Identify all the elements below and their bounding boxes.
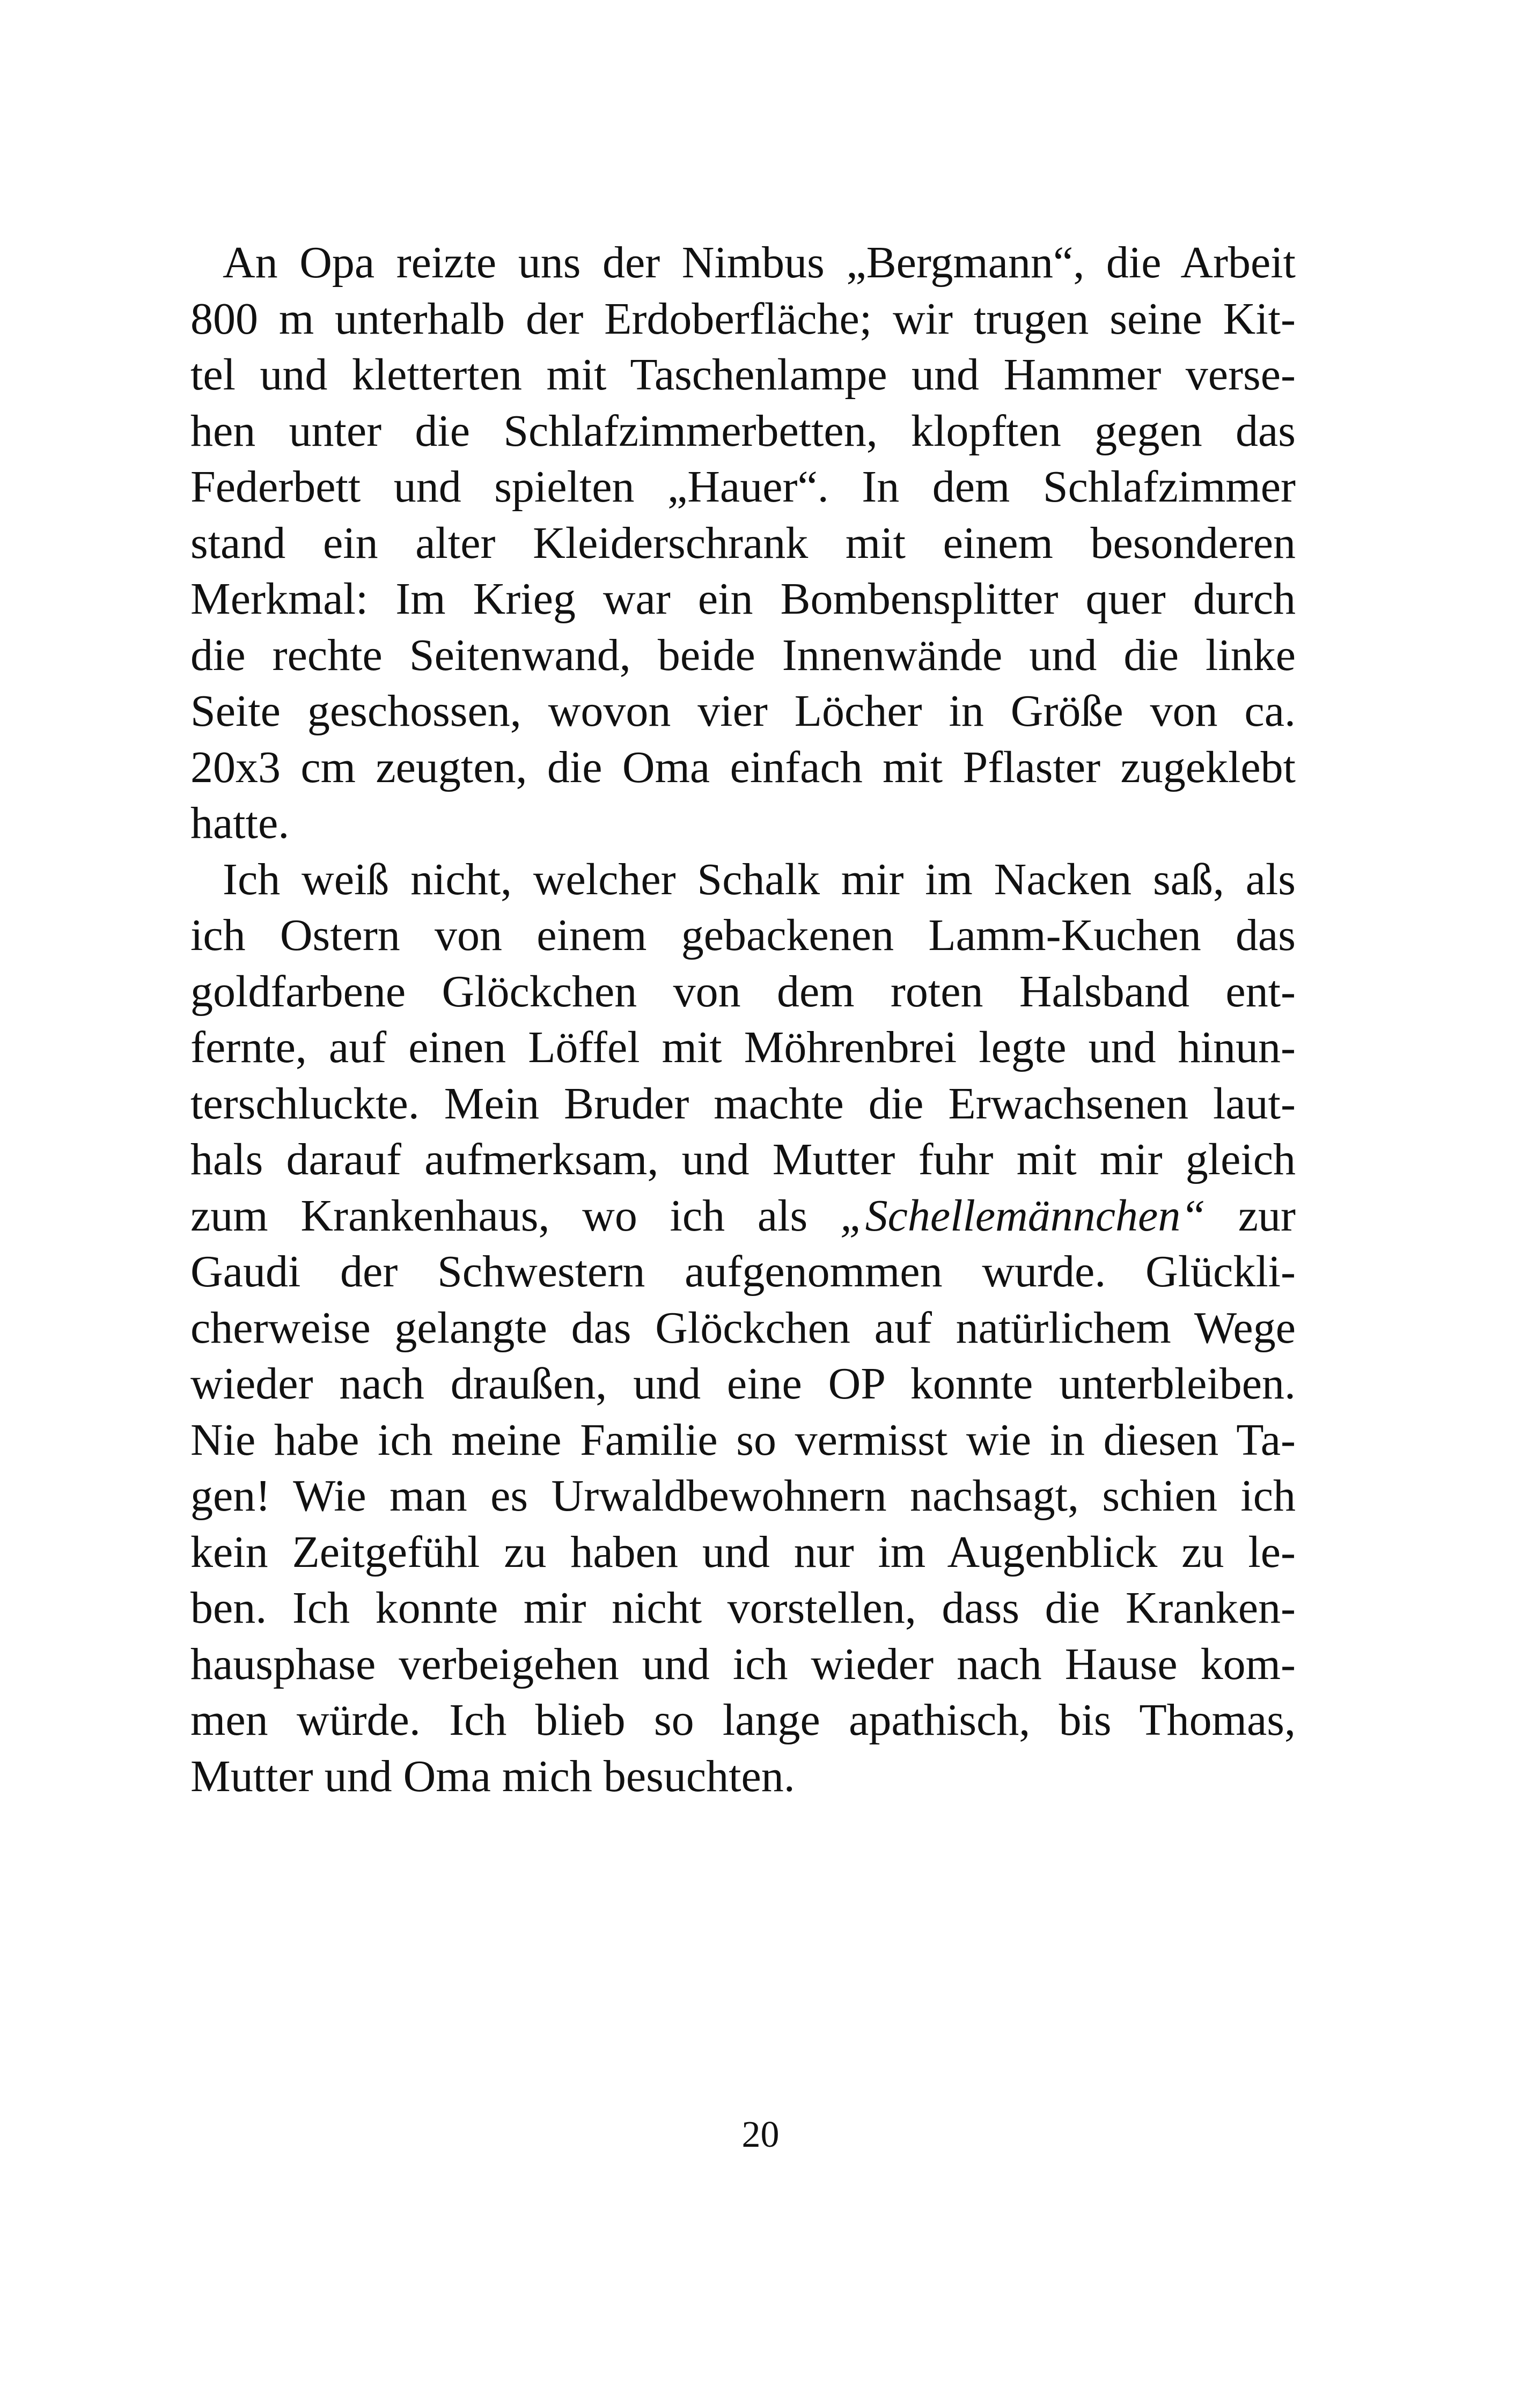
text-line: hausphase verbeigehen und ich wieder nach Hause kom- <box>190 1639 1296 1689</box>
text-line: hen unter die Schlafzimmerbetten, klopften gegen das <box>190 406 1296 456</box>
text-line: cherweise gelangte das Glöckchen auf natürlichem Wege <box>190 1302 1296 1353</box>
text-line: kein Zeitgefühl zu haben und nur im Augenblick zu le- <box>190 1527 1296 1577</box>
text-line: 800 m unterhalb der Erdoberfläche; wir trugen seine Kit- <box>190 293 1296 344</box>
text-segment: zum Krankenhaus, wo ich als <box>190 1190 840 1241</box>
text-line: ich Ostern von einem gebackenen Lamm-Kuchen das <box>190 910 1296 960</box>
text-line: An Opa reizte uns der Nimbus „Bergmann“, die Arbeit <box>223 238 1296 288</box>
text-line: Merkmal: Im Krieg war ein Bombensplitter quer durch <box>190 574 1296 624</box>
text-line: Nie habe ich meine Familie so vermisst wie in diesen Ta- <box>190 1415 1296 1465</box>
text-line: stand ein alter Kleiderschrank mit einem besonderen <box>190 518 1296 568</box>
text-line: goldfarbene Glöckchen von dem roten Halsband ent- <box>190 966 1296 1017</box>
text-line: fernte, auf einen Löffel mit Möhrenbrei legte und hinun- <box>190 1022 1296 1072</box>
text-line: Federbett und spielten „Hauer“. In dem Schlafzimmer <box>190 462 1296 512</box>
text-line: 20x3 cm zeugten, die Oma einfach mit Pflaster zugeklebt <box>190 742 1296 792</box>
text-line: terschluckte. Mein Bruder machte die Erwachsenen laut- <box>190 1078 1296 1129</box>
text-line <box>190 1188 1296 1244</box>
text-line: Seite geschossen, wovon vier Löcher in Größe von ca. <box>190 686 1296 736</box>
page-number: 20 <box>741 2114 780 2155</box>
text-line: tel und kletterten mit Taschenlampe und Hammer verse- <box>190 350 1296 400</box>
text-line: Gaudi der Schwestern aufgenommen wurde. Glückli- <box>190 1247 1296 1297</box>
text-line: hatte. <box>190 798 290 848</box>
text-line: Ich weiß nicht, welcher Schalk mir im Nacken saß, als <box>223 854 1296 904</box>
text-line: Mutter und Oma mich besuchten. <box>190 1751 795 1801</box>
body-text <box>190 235 1296 1805</box>
text-line: die rechte Seitenwand, beide Innenwände und die linke <box>190 630 1296 680</box>
italic-term: „Schellemännchen“ <box>840 1190 1206 1241</box>
text-segment: zur <box>1206 1190 1296 1241</box>
text-line: hals darauf aufmerksam, und Mutter fuhr mit mir gleich <box>190 1135 1296 1184</box>
paragraph <box>190 852 1296 1805</box>
text-line: men würde. Ich blieb so lange apathisch, bis Thomas, <box>190 1695 1296 1745</box>
text-line: gen! Wie man es Urwaldbewohnern nachsagt, schien ich <box>190 1471 1296 1521</box>
text-line: ben. Ich konnte mir nicht vorstellen, dass die Kranken- <box>190 1583 1296 1633</box>
text-line: wieder nach draußen, und eine OP konnte unterbleiben. <box>190 1359 1296 1409</box>
paragraph <box>190 235 1296 852</box>
